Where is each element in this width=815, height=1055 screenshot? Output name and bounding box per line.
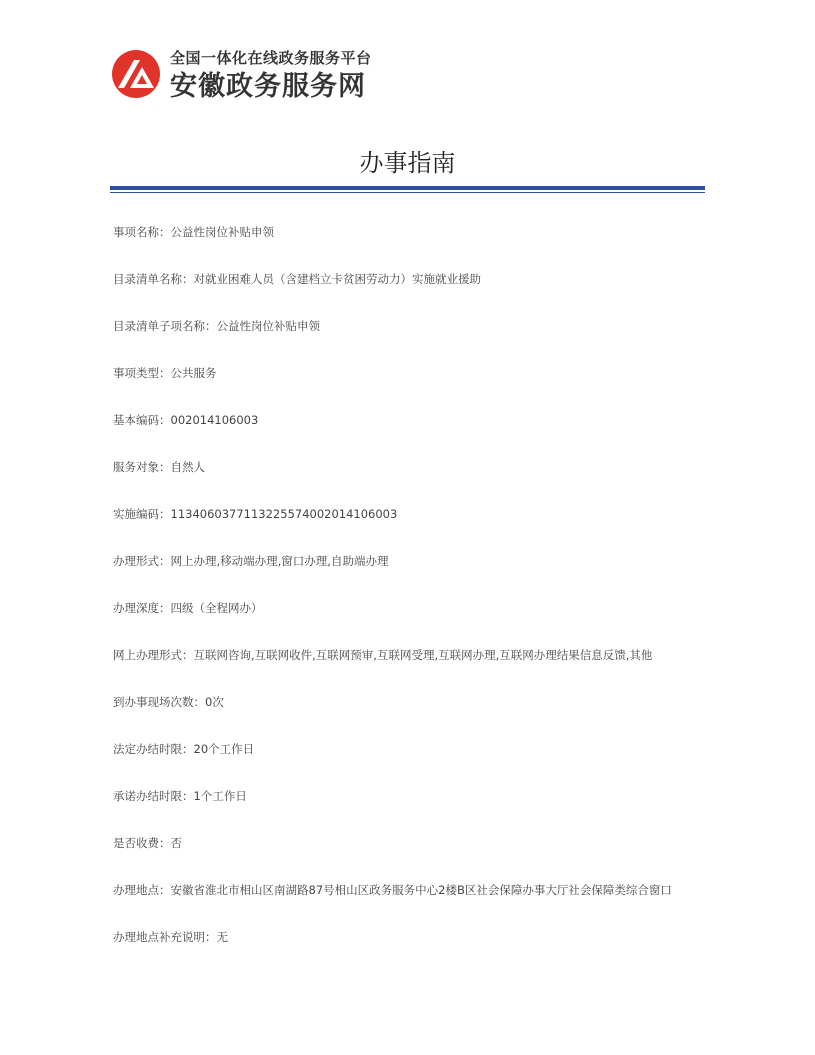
field-location [113,879,693,901]
field-value: 否 [170,836,182,850]
field-label: 承诺办结时限： [113,789,194,803]
field-implementation-code [113,503,693,525]
field-catalog-name [113,268,693,290]
field-service-target [113,456,693,478]
field-online-form [113,644,693,666]
field-value: 网上办理,移动端办理,窗口办理,自助端办理 [170,554,389,568]
field-value: 安徽省淮北市相山区南湖路87号相山区政务服务中心2楼B区社会保障办事大厅社会保障类综合窗口 [170,883,672,897]
field-label: 办理深度： [113,601,171,615]
field-value: 11340603771132255740020141060​03 [170,507,398,521]
field-value: 互联网咨询,互联网收件,互联网预审,互联网受理,互联网办理,互联网办理结果信息反馈,其他 [193,648,653,662]
title-divider-thin [110,192,705,193]
title-divider-thick [110,186,705,190]
field-label: 是否收费： [113,836,171,850]
field-location-note [113,926,693,948]
field-label: 事项名称： [113,225,171,239]
page-title: 办事指南 [359,149,456,177]
platform-name: 全国一体化在线政务服务平台 [170,49,372,67]
field-legal-time-limit [113,738,693,760]
guide-fields [113,221,693,973]
field-onsite-visits [113,691,693,713]
field-value: 公益性岗位补贴申领 [170,225,274,239]
field-handling-form [113,550,693,572]
site-name: 安徽政务服务网 [170,71,366,102]
field-label: 法定办结时限： [113,742,194,756]
field-label: 办理地点： [113,883,171,897]
field-value: 公共服务 [170,366,217,380]
field-label: 目录清单名称： [113,272,194,286]
site-header [110,44,710,104]
field-label: 办理形式： [113,554,171,568]
field-fee [113,832,693,854]
field-value: 自然人 [170,460,205,474]
field-value: 0次 [205,695,224,709]
field-value: 无 [216,930,228,944]
field-value: 对就业困难人员（含建档立卡贫困劳动力）实施就业援助 [193,272,481,286]
field-value: 20个工作日 [193,742,255,756]
field-label: 事项类型： [113,366,171,380]
field-handling-depth [113,597,693,619]
field-catalog-subitem [113,315,693,337]
field-label: 办理地点补充说明： [113,930,217,944]
anhui-gov-service-logo-icon [110,48,162,100]
field-label: 目录清单子项名称： [113,319,217,333]
field-promised-time-limit [113,785,693,807]
field-value: 1个工作日 [193,789,247,803]
field-label: 服务对象： [113,460,171,474]
field-item-type [113,362,693,384]
field-label: 实施编码： [113,507,171,521]
field-label: 网上办理形式： [113,648,194,662]
field-value: 002014106003 [170,413,259,427]
field-label: 到办事现场次数： [113,695,205,709]
field-value: 四级（全程网办） [170,601,263,615]
field-value: 公益性岗位补贴申领 [216,319,320,333]
field-basic-code [113,409,693,431]
field-item-name [113,221,693,243]
field-label: 基本编码： [113,413,171,427]
